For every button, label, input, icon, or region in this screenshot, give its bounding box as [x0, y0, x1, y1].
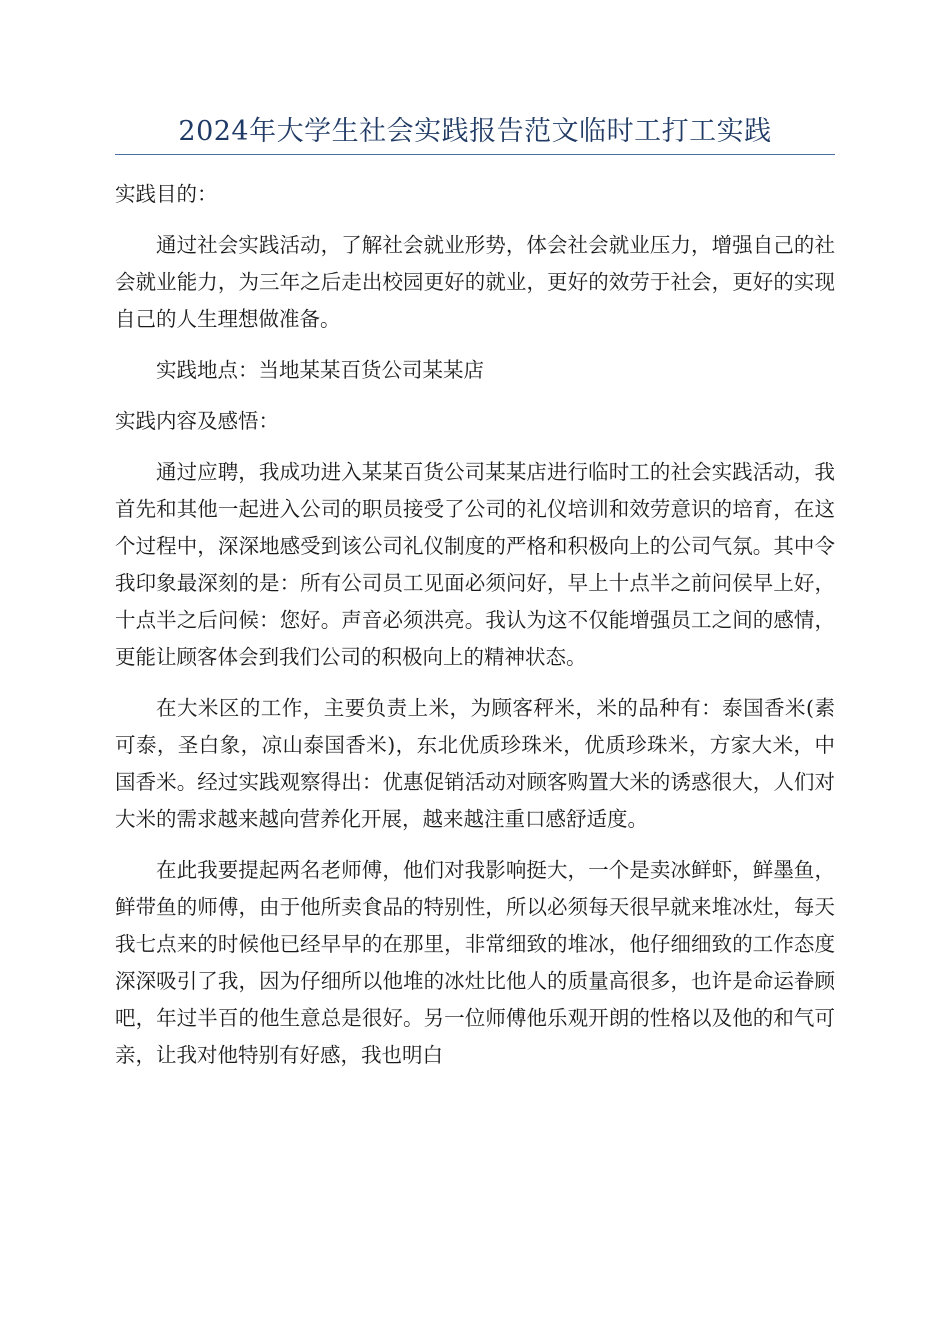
paragraph-rice-area: 在大米区的工作，主要负责上米，为顾客秤米，米的品种有：泰国香米(素可泰，圣白象，凉山泰国香米)，东北优质珍珠米，优质珍珠米，方家大米，中国香米。经过实践观察得出：优惠促销活动对顾客购置大米的诱惑很大，人们对大米的需求越来越向营养化开展，越来越注重口感舒适度。 [115, 696, 835, 831]
paragraph-masters: 在此我要提起两名老师傅，他们对我影响挺大，一个是卖冰鲜虾，鲜墨鱼，鲜带鱼的师傅，由于他所卖食品的特别性，所以必须每天很早就来堆冰灶，每天我七点来的时候他已经早早的在那里，非常细致的堆冰，他仔细细致的工作态度深深吸引了我，因为仔细所以他堆的冰灶比他人的质量高很多，也许是命运眷顾吧，年过半百的他生意总是很好。另一位师傅他乐观开朗的性格以及他的和气可亲，让我对他特别有好感，我也明白 [115, 858, 835, 1067]
paragraph-training: 通过应聘，我成功进入某某百货公司某某店进行临时工的社会实践活动，我首先和其他一起进入公司的职员接受了公司的礼仪培训和效劳意识的培育，在这个过程中，深深地感受到该公司礼仪制度的严格和积极向上的公司气氛。其中令我印象最深刻的是：所有公司员工见面必须问好，早上十点半之前问侯早上好，十点半之后问候：您好。声音必须洪亮。我认为这不仅能增强员工之间的感情，更能让顾客体会到我们公司的积极向上的精神状态。 [115, 460, 835, 669]
section-heading-content: 实践内容及感悟： [115, 409, 279, 433]
paragraph-location: 实践地点：当地某某百货公司某某店 [156, 358, 484, 382]
title-underline [115, 154, 835, 155]
section-heading-purpose: 实践目的： [115, 182, 218, 206]
document-title: 2024年大学生社会实践报告范文临时工打工实践 [178, 116, 772, 147]
document-body [115, 176, 835, 1088]
paragraph-purpose: 通过社会实践活动，了解社会就业形势，体会社会就业压力，增强自己的社会就业能力，为三年之后走出校园更好的就业，更好的效劳于社会，更好的实现自己的人生理想做准备。 [115, 233, 835, 331]
